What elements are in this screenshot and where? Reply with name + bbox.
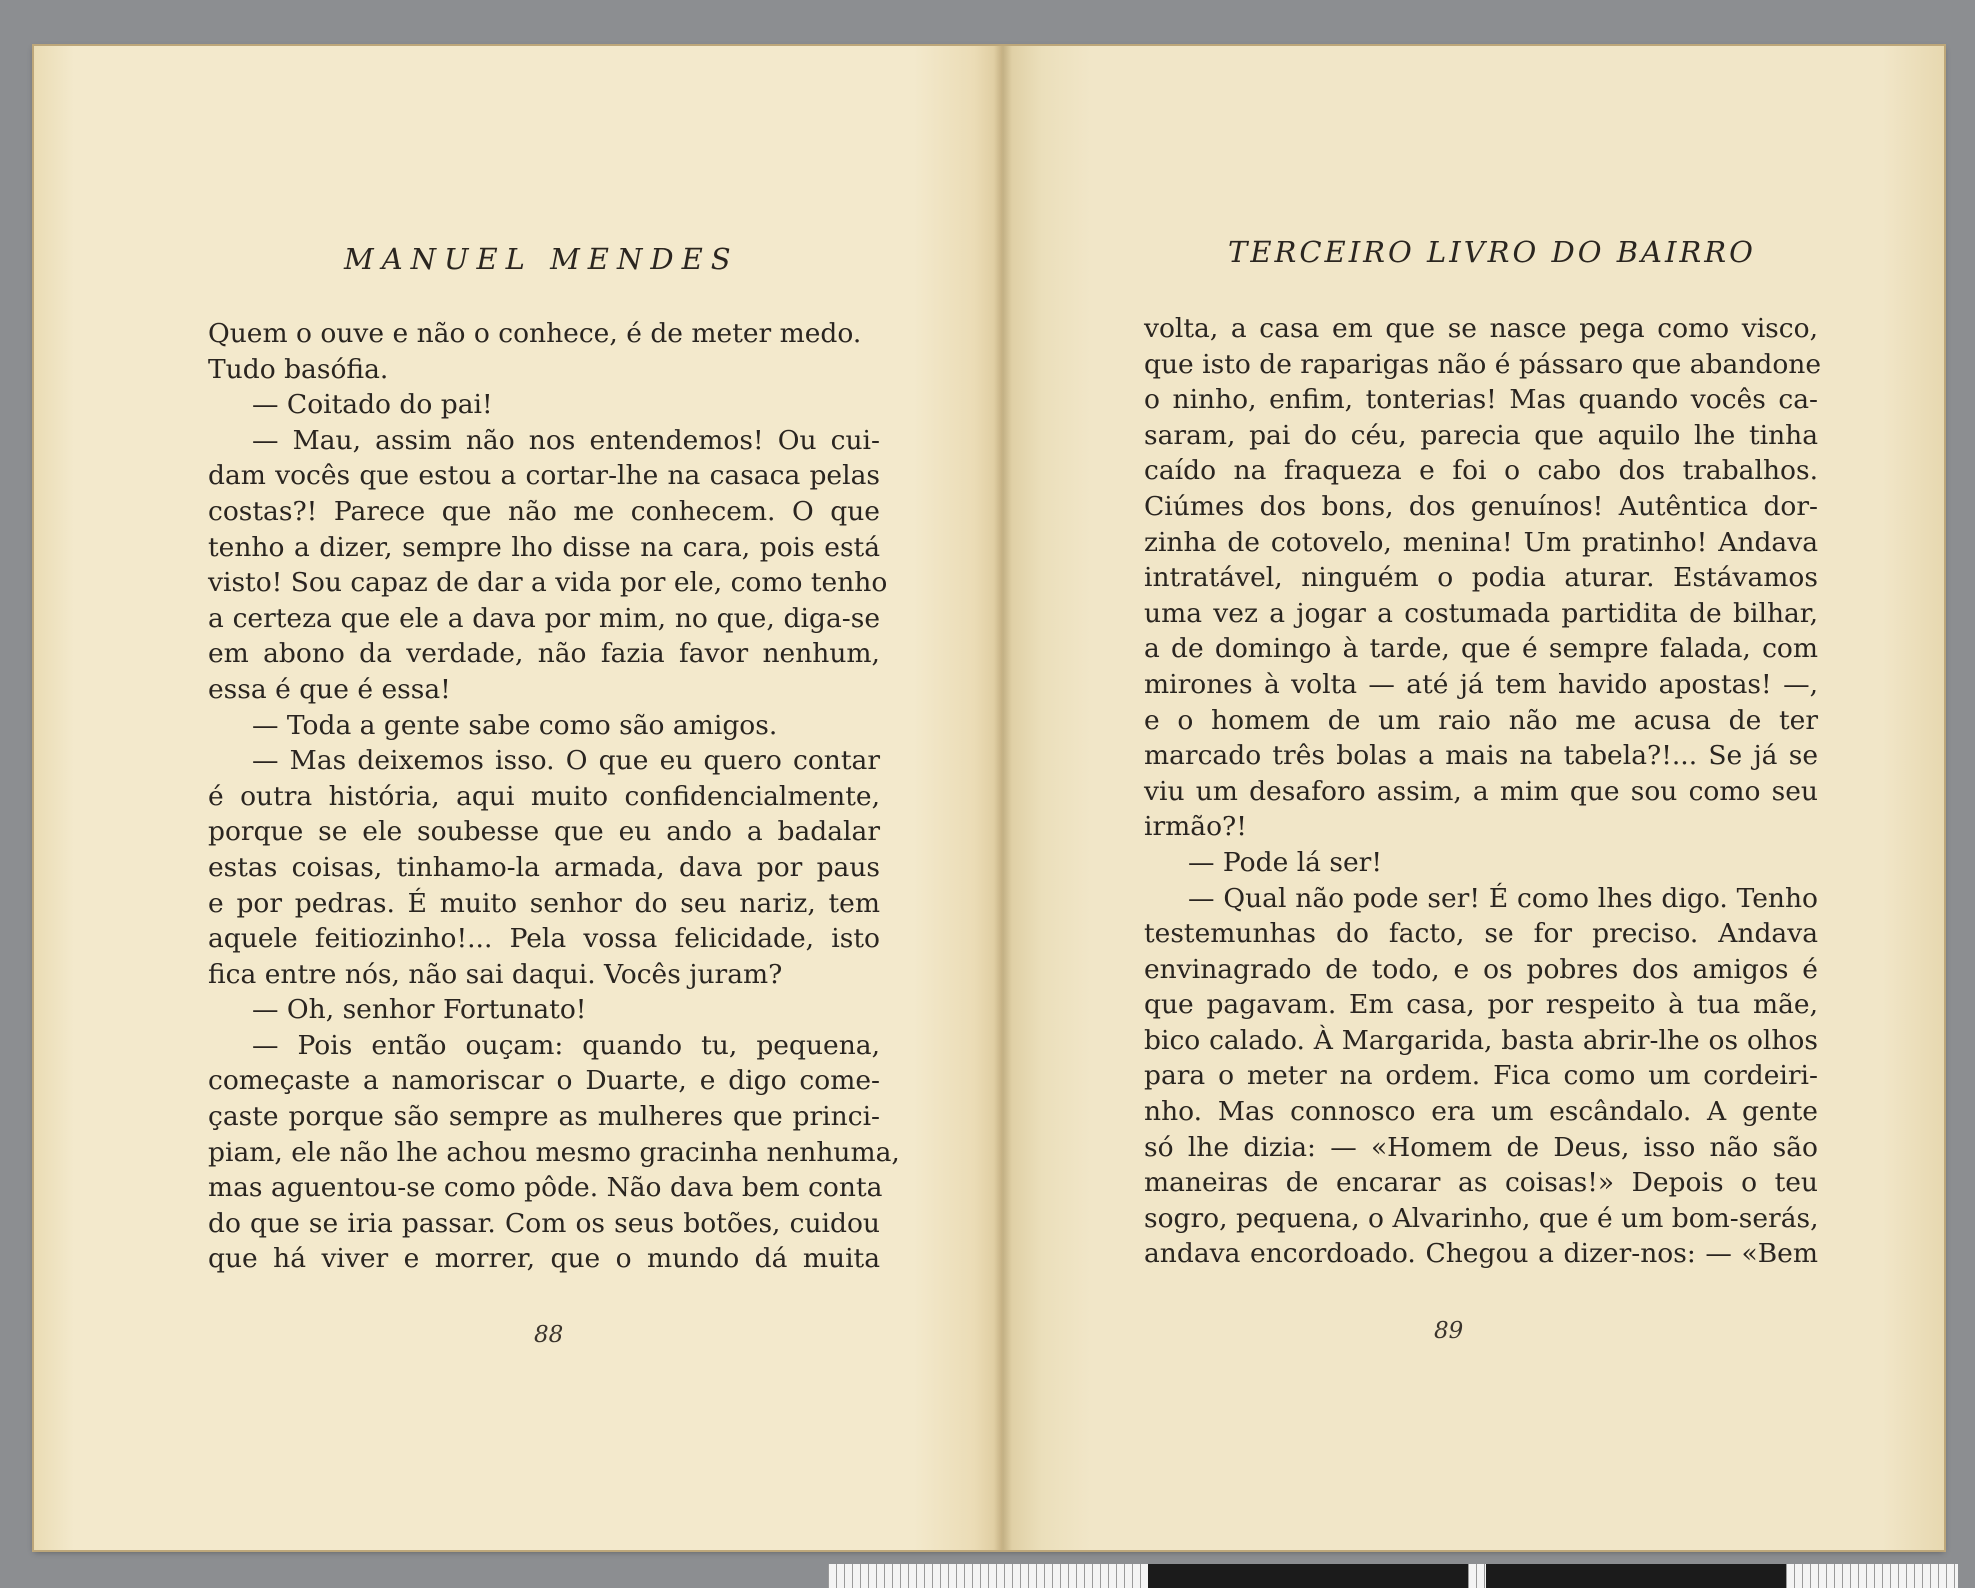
text-line: sogro, pequena, o Alvarinho, que é um bom-serás,	[1144, 1202, 1819, 1234]
text-line: — Mas deixemos isso. O que eu quero contar	[252, 745, 880, 777]
ruler-white-segment	[1786, 1564, 1958, 1588]
text-line: mas aguentou-se como pôde. Não dava bem conta	[208, 1172, 883, 1204]
text-line: viu um desaforo assim, a mim que sou como seu	[1144, 775, 1818, 807]
text-line: tenho a dizer, sempre lho disse na cara, pois está	[208, 531, 880, 563]
text-line: envinagrado de todo, e os pobres dos amigos é	[1144, 953, 1818, 985]
left-page	[34, 46, 1002, 1550]
text-line: que isto de raparigas não é pássaro que abandone	[1144, 348, 1822, 380]
page-number-right: 89	[1434, 1318, 1464, 1344]
text-line: nho. Mas connosco era um escândalo. A gente	[1144, 1096, 1818, 1128]
text-line: que há viver e morrer, que o mundo dá muita	[208, 1243, 880, 1275]
text-line: irmão?!	[1144, 811, 1247, 843]
text-line: do que se iria passar. Com os seus botões, cuidou	[208, 1207, 880, 1239]
text-line: estas coisas, tinhamo-la armada, dava por paus	[208, 851, 880, 883]
text-line: a certeza que ele a dava por mim, no que, diga-se	[208, 602, 880, 634]
text-line: fica entre nós, não sai daqui. Vocês juram?	[208, 958, 783, 990]
ruler-black-segment	[1486, 1564, 1786, 1588]
text-line: Ciúmes dos bons, dos genuínos! Autêntica dor-	[1144, 490, 1818, 522]
open-book	[34, 46, 1944, 1550]
text-line: caído na fraqueza e foi o cabo dos trabalhos.	[1144, 455, 1818, 487]
text-line: bico calado. À Margarida, basta abrir-lhe os olhos	[1144, 1024, 1818, 1056]
ruler-white-segment	[828, 1564, 1148, 1588]
text-line: piam, ele não lhe achou mesmo gracinha nenhuma,	[208, 1136, 900, 1168]
text-line: — Toda a gente sabe como são amigos.	[252, 709, 778, 741]
text-line: saram, pai do céu, parecia que aquilo lhe tinha	[1144, 419, 1818, 451]
left-page-text	[208, 316, 900, 1277]
ruler-white-segment	[1468, 1564, 1486, 1588]
text-line: porque se ele soubesse que eu ando a badalar	[208, 816, 880, 848]
text-line: intratável, ninguém o podia aturar. Estávamos	[1144, 562, 1818, 594]
text-line: — Pode lá ser!	[1188, 846, 1383, 878]
color-scale-ruler	[828, 1564, 1958, 1588]
text-line: çaste porque são sempre as mulheres que princi-	[208, 1101, 880, 1133]
text-line: que pagavam. Em casa, por respeito à tua mãe,	[1144, 989, 1818, 1021]
text-line: Quem o ouve e não o conhece, é de meter medo.	[208, 318, 862, 349]
text-line: costas?! Parece que não me conhecem. O que	[208, 495, 880, 527]
text-line: andava encordoado. Chegou a dizer-nos: — «Bem	[1144, 1238, 1818, 1270]
text-line: marcado três bolas a mais na tabela?!... Se já se	[1144, 740, 1818, 772]
text-line: aquele feitiozinho!... Pela vossa felicidade, isto	[208, 923, 880, 955]
right-page-text	[1144, 311, 1822, 1272]
text-line: essa é que é essa!	[208, 673, 451, 705]
text-line: para o meter na ordem. Fica como um cordeiri-	[1144, 1060, 1818, 1092]
text-line: uma vez a jogar a costumada partidita de bilhar,	[1144, 597, 1818, 629]
text-line: visto! Sou capaz de dar a vida por ele, como tenho	[208, 567, 888, 599]
text-line: é outra história, aqui muito confidencialmente,	[208, 780, 880, 812]
text-line: e por pedras. É muito senhor do seu nariz, tem	[208, 887, 880, 919]
text-line: e o homem de um raio não me acusa de ter	[1144, 704, 1818, 736]
page-number-left: 88	[534, 1322, 564, 1348]
running-header-right: TERCEIRO LIVRO DO BAIRRO	[1228, 235, 1756, 269]
text-line: Tudo basófia.	[208, 353, 389, 385]
text-line: o ninho, enfim, tonterias! Mas quando vocês ca-	[1144, 384, 1818, 416]
text-line: mirones à volta — até já tem havido apostas! —,	[1144, 668, 1818, 700]
text-line: começaste a namoriscar o Duarte, e digo come-	[208, 1065, 880, 1097]
text-line: — Coitado do pai!	[252, 389, 493, 421]
text-line: — Oh, senhor Fortunato!	[252, 994, 587, 1026]
text-line: em abono da verdade, não fazia favor nenhum,	[208, 638, 880, 670]
text-line: maneiras de encarar as coisas!» Depois o teu	[1144, 1167, 1818, 1199]
text-line: a de domingo à tarde, que é sempre falada, com	[1144, 633, 1818, 665]
text-line: — Mau, assim não nos entendemos! Ou cui-	[252, 424, 880, 456]
ruler-black-segment	[1148, 1564, 1468, 1588]
text-line: só lhe dizia: — «Homem de Deus, isso não são	[1144, 1131, 1818, 1163]
text-line: dam vocês que estou a cortar-lhe na casaca pelas	[208, 460, 880, 492]
running-header-left: MANUEL MENDES	[344, 242, 739, 276]
text-line: — Pois então ouçam: quando tu, pequena,	[252, 1029, 880, 1061]
text-line: — Qual não pode ser! É como lhes digo. Tenho	[1188, 882, 1818, 914]
text-line: volta, a casa em que se nasce pega como visco,	[1144, 313, 1818, 344]
text-line: zinha de cotovelo, menina! Um pratinho! Andava	[1144, 526, 1818, 558]
book-gutter	[994, 46, 1012, 1550]
right-page	[1002, 46, 1944, 1550]
text-line: testemunhas do facto, se for preciso. Andava	[1144, 918, 1818, 950]
